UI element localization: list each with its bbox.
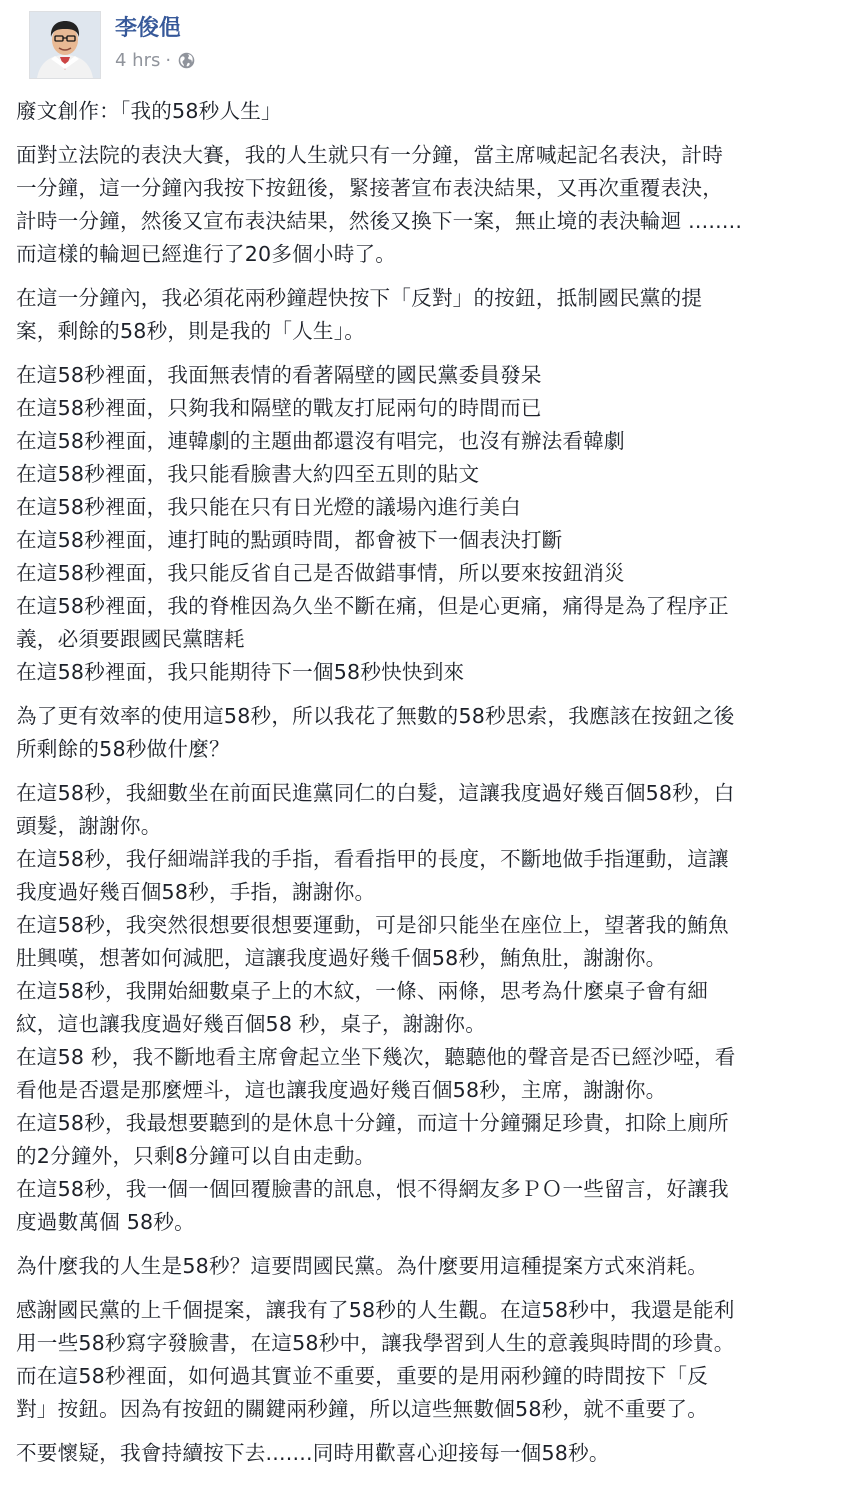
post-paragraph [16, 95, 863, 128]
post-text-line: 而在這58秒裡面，如何過其實並不重要，重要的是用兩秒鐘的時間按下「反 [16, 1364, 709, 1388]
post-text-line: 面對立法院的表決大賽，我的人生就只有一分鐘，當主席喊起記名表決，計時 [16, 143, 723, 167]
post-paragraph [16, 139, 863, 271]
post-text-line: 在這58秒裡面，我的脊椎因為久坐不斷在痛，但是心更痛，痛得是為了程序正 [16, 594, 729, 618]
post-paragraph [16, 1250, 863, 1283]
post-text-line: 對」按鈕。因為有按鈕的關鍵兩秒鐘，所以這些無數個58秒，就不重要了。 [16, 1397, 709, 1421]
post-paragraph [16, 359, 863, 689]
post-text-line: 紋，這也讓我度過好幾百個58 秒，桌子，謝謝你。 [16, 1012, 487, 1036]
post-text-line: 不要懷疑，我會持續按下去.......同時用歡喜心迎接每一個58秒。 [16, 1441, 610, 1465]
post-text-line: 在這一分鐘內，我必須花兩秒鐘趕快按下「反對」的按鈕，抵制國民黨的提 [16, 286, 703, 310]
post-paragraph [16, 777, 863, 1239]
post-text-line: 度過數萬個 58秒。 [16, 1210, 195, 1234]
post-text-line: 而這樣的輪迴已經進行了20多個小時了。 [16, 242, 397, 266]
post-text-line: 在這58秒，我一個一個回覆臉書的訊息，恨不得網友多ＰＯ一些留言，好讓我 [16, 1177, 729, 1201]
post-text-line: 肚興嘆，想著如何減肥，這讓我度過好幾千個58秒，鮪魚肚，謝謝你。 [16, 946, 667, 970]
post-paragraph [16, 282, 863, 348]
post-text-line: 案，剩餘的58秒，則是我的「人生」。 [16, 319, 366, 343]
post-text-line: 廢文創作：「我的58秒人生」 [16, 99, 282, 123]
post-text-line: 為了更有效率的使用這58秒，所以我花了無數的58秒思索，我應該在按鈕之後 [16, 704, 735, 728]
post-text-line: 在這58秒裡面，連打盹的點頭時間，都會被下一個表決打斷 [16, 528, 563, 552]
post-text-line: 一分鐘，這一分鐘內我按下按鈕後，緊接著宣布表決結果，又再次重覆表決， [16, 176, 723, 200]
post-text-line: 看他是否還是那麼煙斗，這也讓我度過好幾百個58秒，主席，謝謝你。 [16, 1078, 667, 1102]
post-text-line: 在這58秒，我細數坐在前面民進黨同仁的白髮，這讓我度過好幾百個58秒，白 [16, 781, 735, 805]
post-text-line: 在這58秒裡面，只夠我和隔壁的戰友打屁兩句的時間而已 [16, 396, 542, 420]
post-text-line: 感謝國民黨的上千個提案，讓我有了58秒的人生觀。在這58秒中，我還是能利 [16, 1298, 735, 1322]
post-paragraph [16, 1437, 863, 1470]
post-text-line: 在這58秒裡面，我只能在只有日光燈的議場內進行美白 [16, 495, 521, 519]
post-text-line: 在這58 秒，我不斷地看主席會起立坐下幾次，聽聽他的聲音是否已經沙啞，看 [16, 1045, 736, 1069]
post-text-line: 在這58秒裡面，我只能期待下一個58秒快快到來 [16, 660, 465, 684]
post-text-line: 在這58秒裡面，我面無表情的看著隔壁的國民黨委員發呆 [16, 363, 542, 387]
globe-icon[interactable] [178, 52, 195, 69]
post-text-line: 為什麼我的人生是58秒？這要問國民黨。為什麼要用這種提案方式來消耗。 [16, 1254, 709, 1278]
post-text-line: 用一些58秒寫字發臉書，在這58秒中，讓我學習到人生的意義與時間的珍貴。 [16, 1331, 735, 1355]
post-text-line: 在這58秒裡面，連韓劇的主題曲都還沒有唱完，也沒有辦法看韓劇 [16, 429, 625, 453]
post-text-line: 所剩餘的58秒做什麼？ [16, 737, 230, 761]
post-meta [115, 50, 195, 71]
profile-photo [30, 12, 100, 78]
post-text-line: 在這58秒裡面，我只能看臉書大約四至五則的貼文 [16, 462, 480, 486]
post-text-line: 頭髮，謝謝你。 [16, 814, 162, 838]
post-header [16, 0, 863, 90]
post-paragraph [16, 700, 863, 766]
post-text-line: 在這58秒，我突然很想要很想要運動，可是卻只能坐在座位上，望著我的鮪魚 [16, 913, 729, 937]
post-text-line: 在這58秒，我開始細數桌子上的木紋，一條、兩條，思考為什麼桌子會有細 [16, 979, 709, 1003]
post-text-line: 在這58秒，我仔細端詳我的手指，看看指甲的長度，不斷地做手指運動，這讓 [16, 847, 729, 871]
author-name[interactable]: 李俊俋 [115, 16, 182, 41]
post-text-line: 義，必須要跟國民黨瞎耗 [16, 627, 245, 651]
post-text-line: 我度過好幾百個58秒，手指，謝謝你。 [16, 880, 376, 904]
avatar[interactable] [29, 11, 101, 79]
post-paragraph [16, 1294, 863, 1426]
post-body [16, 95, 863, 1481]
post-text-line: 計時一分鐘，然後又宣布表決結果，然後又換下一案，無止境的表決輪迴 ........ [16, 209, 743, 233]
post-timestamp[interactable]: 4 hrs [115, 50, 161, 71]
meta-separator: · [165, 50, 172, 71]
post-text-line: 在這58秒，我最想要聽到的是休息十分鐘，而這十分鐘彌足珍貴，扣除上廁所 [16, 1111, 729, 1135]
post-text-line: 的2分鐘外，只剩8分鐘可以自由走動。 [16, 1144, 376, 1168]
post-text-line: 在這58秒裡面，我只能反省自己是否做錯事情，所以要來按鈕消災 [16, 561, 625, 585]
